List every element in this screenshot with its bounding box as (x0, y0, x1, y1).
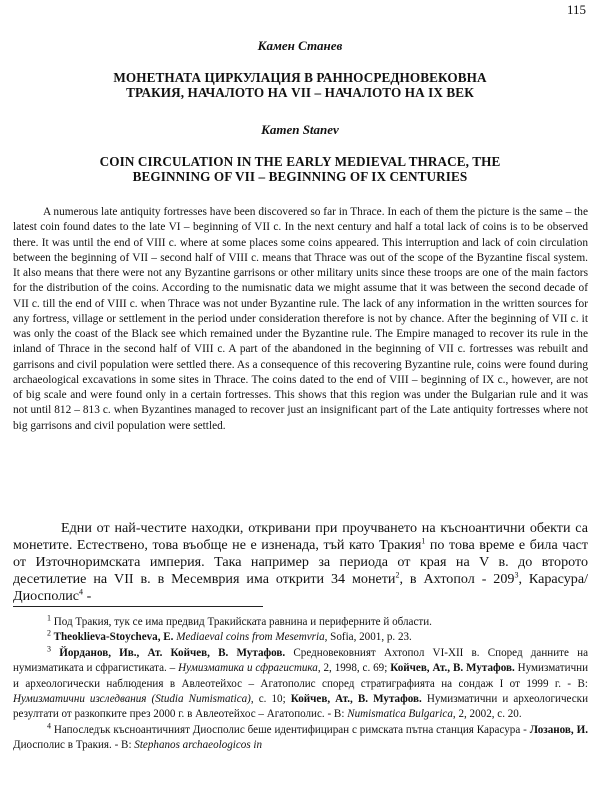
footnotes (13, 615, 588, 754)
footnote-3-text-2: , 2, 1998, с. 69; (317, 662, 391, 675)
page-number: 115 (566, 2, 586, 17)
footnote-3-journal-3: Numismatica Bulgarica (347, 708, 453, 721)
footnote-3-author-2: Койчев, Ат., В. Мутафов. (390, 662, 515, 675)
footnote-3-number: 3 (47, 644, 51, 654)
footnote-4-text-1: Напоследък късноантичният Диосполис беше идентифициран с римската пътна станция Карасура - (51, 723, 530, 736)
footnote-4-author: Лозанов, И. (529, 723, 588, 736)
author-en: Kamen Stanev (261, 122, 339, 137)
footnote-ref-4[interactable]: 4 (79, 587, 84, 597)
title-en (0, 154, 600, 184)
footnote-3-journal-1: Нумизматика и сфрагистика (178, 662, 318, 675)
body-text-3: , в Ахтопол - 209 (399, 571, 515, 587)
footnote-1 (13, 615, 588, 630)
footnote-divider (13, 606, 263, 607)
footnote-3-author-1: Йорданов, Ив., Ат. Койчев, В. Мутафов. (51, 646, 286, 659)
footnote-4-journal: Stephanos archaeologicos in (134, 739, 263, 752)
footnote-ref-1[interactable]: 1 (421, 536, 426, 546)
footnote-4-number: 4 (47, 721, 51, 731)
footnote-2 (13, 630, 588, 645)
abstract-paragraph: A numerous late antiquity fortresses have been discovered so far in Thrace. In each of them the picture is the same – the latest coin found dates to the late VI – beginning of VII c. In the next century and half a total lack of coins is to be observed there. It was until the end of VIII c. where at some places some coins appeared. This interruption and lack of coin circulation between the beginning of VII – second half of VIII c. means that Thrace was out of the scope of the Byzantine fiscal system. It also means that there were not any Byzantine garrisons or other military units since these troops are one of the main factors for the distribution of the coins. According to the numisnatic data we might assume that it was between the second decade of VII c. till the end of VIII c. when Thrace was not under Byzantine rule. The lack of any information in the written sources for any fortress, village or settlement in the period under consideration therefore is not by chance. After the beginning of VII c. it was only the coast of the Black see which remained under the Byzantine rule. The Empire managed to recover its rule in the inland of Thrace in the second half of VIII c. A part of the abandoned in the beginning of VII c. fortresses was rebuilt and garrisons and civil population were settled there. As a consequence of this recovering Byzantine rule, coins were found during archaeological excavations in some sites in Thrace. The coins dated to the end of VIII – beginning of IX c., however, are not of big scale and were found only in a certain fortresses. This shows that this region was under the Bulgarian rule and it was not until 812 – 813 c. when Byzantines managed to recover just an insignificant part of the Late antiquity fortresses where not big garrisons and civil population were settled. (13, 206, 588, 432)
footnote-1-number: 1 (47, 613, 51, 623)
footnote-3 (13, 646, 588, 723)
footnote-2-author: Theoklieva-Stoycheva, E. (51, 631, 174, 644)
body-text-4: , Карасура/Диосполис (13, 571, 588, 604)
footnote-3-text-4: , с. 10; (250, 693, 291, 706)
footnote-3-text-3: Нумизматични и археологически наблюдения в Авлеотейхос – Агатополис според стратиграфията на сондаж I от 1999 г. - В: (13, 662, 589, 690)
title-en-line-1: COIN CIRCULATION IN THE EARLY MEDIEVAL THRACE, THE (99, 154, 501, 169)
footnote-3-text-5: Нумизматични и археологически резултати от разкопките през 2000 г. в Авлеотейхос – Агатополис. - В: (13, 693, 589, 721)
footnote-2-number: 2 (47, 628, 51, 638)
footnote-3-journal-2: Нумизматични изследвания (Studia Numismatica) (13, 693, 251, 706)
title-bg-line-1: МОНЕТНАТА ЦИРКУЛАЦИЯ В РАННОСРЕДНОВЕКОВНА (113, 70, 487, 85)
author-bg: Камен Станев (257, 38, 343, 53)
footnote-3-text-6: , 2, 2002, с. 20. (452, 708, 522, 721)
footnote-2-title: Mediaeval coins from Mesemvria (173, 631, 325, 644)
footnote-ref-2[interactable]: 2 (395, 570, 400, 580)
footnote-3-author-3: Койчев, Ат., В. Мутафов. (290, 693, 422, 706)
footnote-4 (13, 723, 588, 754)
title-en-line-2: BEGINNING OF VII – BEGINNING OF IX CENTURIES (132, 169, 468, 184)
footnote-ref-3[interactable]: 3 (514, 570, 519, 580)
body-paragraph (13, 520, 588, 605)
title-bg (0, 70, 600, 100)
footnote-2-rest: , Sofia, 2001, p. 23. (324, 631, 412, 644)
title-bg-line-2: ТРАКИЯ, НАЧАЛОТО НА VII – НАЧАЛОТО НА IX ВЕК (126, 85, 474, 100)
footnote-3-text-1: Средновековният Ахтопол VI-XII в. Според данните на нумизматиката и сфрагистиката. – (13, 646, 588, 675)
footnote-4-text-2: Диосполис в Тракия. - В: (13, 739, 135, 752)
body-text-1: Едни от най-честите находки, откривани при проучването на късноантични обекти са монетите. Естествено, това въобще не е изненада, тъй като Тракия (13, 520, 588, 553)
footnote-1-text: Под Тракия, тук се има предвид Тракийската равнина и периферните й области. (51, 616, 432, 628)
body-text-5: - (83, 588, 92, 604)
body-text-2: по това време е била част от Източноримската империя. Така например за периода от края на V в. до второто десетилетие на VII в. в Месемврия има открити 34 монети (13, 537, 588, 587)
